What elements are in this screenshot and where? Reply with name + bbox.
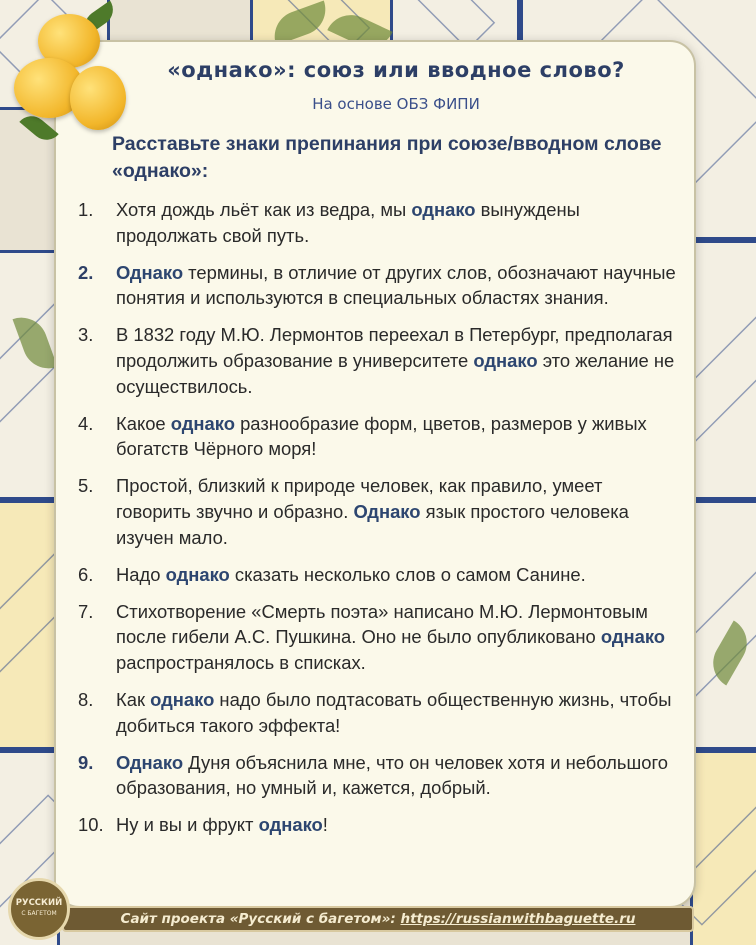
item-number: 4. xyxy=(78,412,94,434)
item-number: 5. xyxy=(78,475,94,497)
item-text: ! xyxy=(322,814,328,836)
item-number: 7. xyxy=(78,600,94,622)
list-item xyxy=(78,562,678,588)
item-text: вынуждены продолжать свой путь. xyxy=(116,199,580,246)
item-number: 3. xyxy=(78,324,94,346)
list-item xyxy=(78,473,678,550)
list-item xyxy=(78,812,678,838)
item-number: 1. xyxy=(78,199,94,220)
keyword: однако xyxy=(150,689,215,710)
item-text: Какое xyxy=(116,412,171,434)
item-text: это желание не осуществилось. xyxy=(116,349,675,397)
decor-tile xyxy=(690,750,756,945)
footer-bar xyxy=(62,906,694,932)
item-text: надо было подтасовать общественную жизнь, чтобы добиться такого эффекта! xyxy=(116,689,672,736)
list-item xyxy=(78,411,678,462)
list-item xyxy=(78,599,678,676)
list-item xyxy=(78,260,678,311)
item-text: термины, в отличие от других слов, обозначают научные понятия и используются в специальных областях знания. xyxy=(116,261,676,309)
keyword: Однако xyxy=(116,261,184,283)
exercise-list xyxy=(78,197,678,849)
item-text: Стихотворение «Смерть поэта» написано М.Ю. Лермонтовым после гибели А.С. Пушкина. Оно не было опубликовано xyxy=(116,600,648,648)
item-text: сказать несколько слов о самом Санине. xyxy=(229,563,586,585)
decor-tile xyxy=(0,500,60,750)
item-text: Хотя дождь льёт как из ведра, мы xyxy=(116,199,412,220)
decor-tile xyxy=(0,250,60,500)
item-text: Надо xyxy=(116,563,166,585)
footer-label: Сайт проекта «Русский с багетом»: xyxy=(120,911,401,927)
item-text: распространялось в списках. xyxy=(116,651,366,673)
page-subtitle: На основе ОБЗ ФИПИ xyxy=(312,95,480,113)
keyword: однако xyxy=(411,199,476,220)
item-number: 10. xyxy=(78,814,104,836)
list-item xyxy=(78,197,678,248)
site-link[interactable]: https://russianwithbaguette.ru xyxy=(400,911,636,927)
badge-line2: С БАГЕТОМ xyxy=(21,910,57,917)
keyword: однако xyxy=(165,563,230,585)
keyword: однако xyxy=(170,412,235,434)
list-item xyxy=(78,322,678,399)
item-number: 8. xyxy=(78,689,94,710)
keyword: однако xyxy=(473,349,538,371)
item-text: Ну и вы и фрукт xyxy=(116,814,259,836)
item-number: 2. xyxy=(78,261,94,283)
badge-line1: РУССКИЙ xyxy=(15,898,63,908)
list-item xyxy=(78,750,678,801)
list-item xyxy=(78,687,678,738)
keyword: Однако xyxy=(116,751,184,773)
item-number: 9. xyxy=(78,751,94,773)
decor-tile xyxy=(690,500,756,750)
brand-badge xyxy=(8,878,70,940)
page-title: «однако»: союз или вводное слово? xyxy=(167,58,625,82)
keyword: Однако xyxy=(353,500,421,522)
item-text: В 1832 году М.Ю. Лермонтов переехал в Петербург, предполагая продолжить образование в университете xyxy=(116,324,673,371)
keyword: однако xyxy=(600,626,666,648)
item-text: Как xyxy=(116,689,151,710)
keyword: однако xyxy=(258,814,323,836)
task-instruction: Расставьте знаки препинания при союзе/вводном слове «однако»: xyxy=(112,133,662,182)
decor-tile xyxy=(690,240,756,500)
item-text: язык простого человека изучен мало. xyxy=(116,500,629,548)
item-number: 6. xyxy=(78,563,94,585)
item-text: Дуня объяснила мне, что он человек хотя и небольшого образования, но умный и, кажется, добрый. xyxy=(116,751,668,799)
item-text: Простой, близкий к природе человек, как правило, умеет говорить звучно и образно. xyxy=(116,475,603,522)
item-text: разнообразие форм, цветов, размеров у живых богатств Чёрного моря! xyxy=(116,412,647,460)
